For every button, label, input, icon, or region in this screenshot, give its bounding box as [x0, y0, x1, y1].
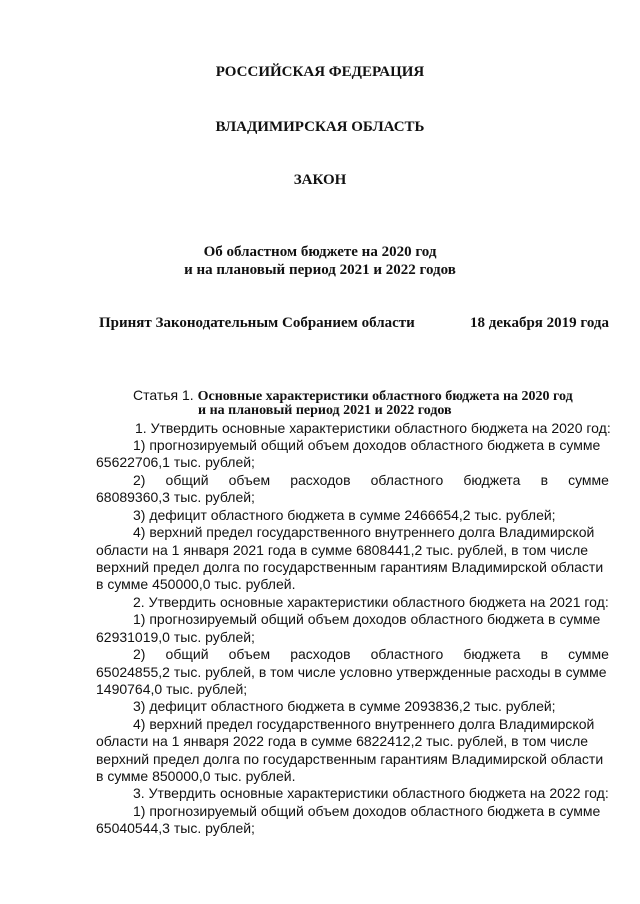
adopted-by: Принят Законодательным Собранием области — [99, 315, 415, 331]
p2-item-1-revenue-amount: 62931019,0 тыс. рублей; — [96, 629, 255, 645]
p2-item-2-expenses: 2) общий объем расходов областного бюджета в сумме — [133, 646, 609, 662]
paragraph-1: 1. Утвердить основные характеристики областного бюджета на 2020 год: — [135, 420, 611, 436]
paragraph-2: 2. Утвердить основные характеристики областного бюджета на 2021 год: — [133, 594, 609, 610]
p3-item-1-revenue: 1) прогнозируемый общий объем доходов областного бюджета в сумме — [133, 803, 601, 819]
p2-item-4-debt-cont-3: в сумме 850000,0 тыс. рублей. — [96, 768, 296, 784]
region-heading: ВЛАДИМИРСКАЯ ОБЛАСТЬ — [215, 119, 425, 135]
item-4-debt-cont-2: верхний предел долга по государственным гарантиям Владимирской области — [96, 559, 604, 575]
country-heading: РОССИЙСКАЯ ФЕДЕРАЦИЯ — [215, 64, 425, 80]
item-4-debt: 4) верхний предел государственного внутреннего долга Владимирской — [133, 524, 595, 540]
p2-item-2-conditional: 1490764,0 тыс. рублей; — [96, 681, 248, 697]
item-1-revenue: 1) прогнозируемый общий объем доходов областного бюджета в сумме — [133, 437, 601, 453]
p2-item-3-deficit: 3) дефицит областного бюджета в сумме 2093836,2 тыс. рублей; — [133, 698, 556, 714]
paragraph-3: 3. Утвердить основные характеристики областного бюджета на 2022 год: — [133, 785, 609, 801]
article-label: Статья 1. — [133, 387, 194, 403]
law-title-line-2: и на плановый период 2021 и 2022 годов — [184, 262, 456, 278]
item-2-expenses: 2) общий объем расходов областного бюджета в сумме — [133, 472, 609, 488]
p2-item-4-debt-cont-1: области на 1 января 2022 года в сумме 6822412,2 тыс. рублей, в том числе — [96, 733, 589, 749]
item-1-revenue-amount: 65622706,1 тыс. рублей; — [96, 454, 255, 470]
item-4-debt-cont-1: области на 1 января 2021 года в сумме 6808441,2 тыс. рублей, в том числе — [96, 542, 589, 558]
item-3-deficit: 3) дефицит областного бюджета в сумме 2466654,2 тыс. рублей; — [133, 507, 556, 523]
adoption-date: 18 декабря 2019 года — [470, 315, 609, 331]
p3-item-1-revenue-amount: 65040544,3 тыс. рублей; — [96, 820, 255, 836]
document-type-heading: ЗАКОН — [293, 172, 347, 188]
item-2-expenses-amount: 68089360,3 тыс. рублей; — [96, 489, 255, 505]
article-heading-line-2: и на плановый период 2021 и 2022 годов — [198, 403, 452, 418]
p2-item-4-debt-cont-2: верхний предел долга по государственным гарантиям Владимирской области — [96, 751, 604, 767]
p2-item-2-expenses-amount: 65024855,2 тыс. рублей, в том числе условно утвержденные расходы в сумме — [96, 664, 607, 680]
p2-item-1-revenue: 1) прогнозируемый общий объем доходов областного бюджета в сумме — [133, 611, 601, 627]
article-heading-line-1: Основные характеристики областного бюджета на 2020 год — [197, 389, 573, 404]
item-4-debt-cont-3: в сумме 450000,0 тыс. рублей. — [96, 576, 296, 592]
law-title-line-1: Об областном бюджете на 2020 год — [203, 244, 437, 260]
p2-item-4-debt: 4) верхний предел государственного внутреннего долга Владимирской — [133, 716, 595, 732]
